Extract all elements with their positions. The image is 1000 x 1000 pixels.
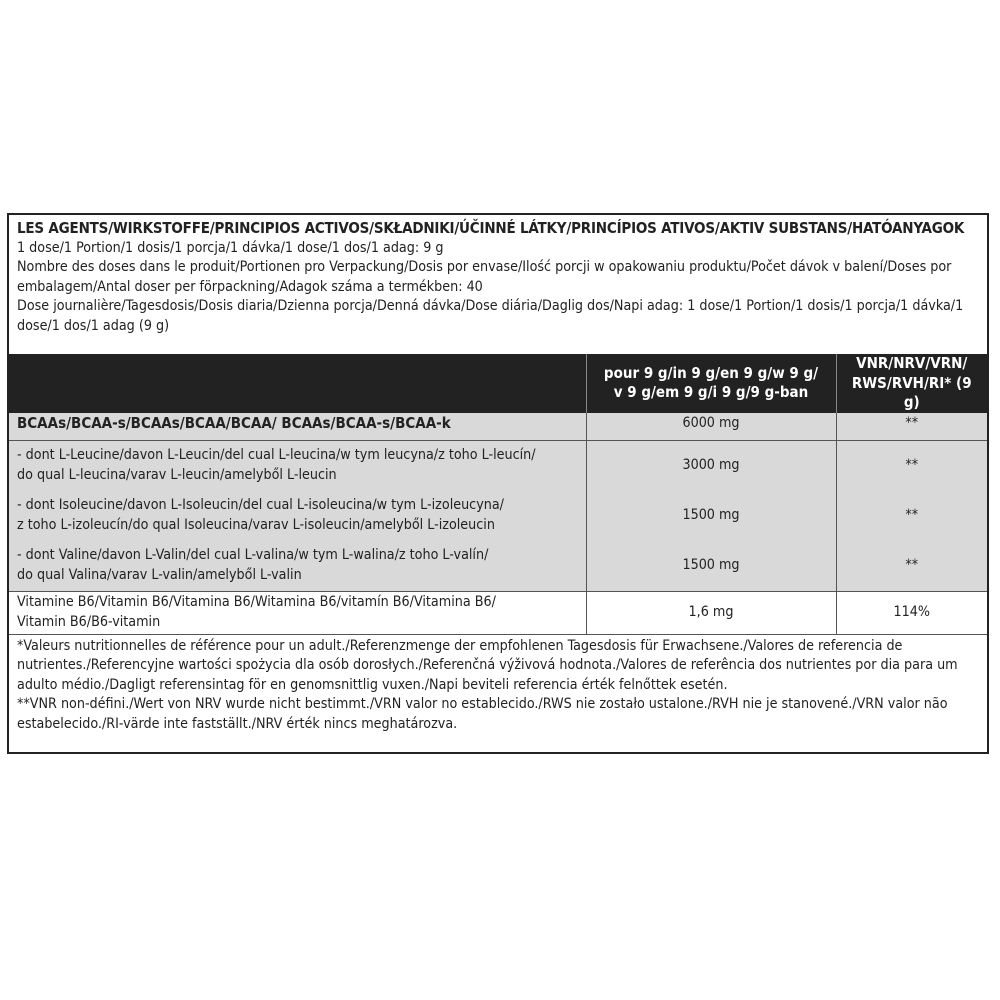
ingredient-amount: 6000 mg — [586, 413, 836, 441]
ingredient-nrv: 114% — [836, 591, 987, 634]
ingredient-name: - dont Isoleucine/davon L-Isoleucin/del cual L-isoleucina/w tym L-izoleucyna/ z toho L-izoleucín/do qual Isoleucina/varav L-isoleucin/amelyből L-izoleucin — [9, 491, 586, 541]
ingredient-nrv: ** — [836, 491, 987, 541]
header-nrv: VNR/NRV/VRN/ RWS/RVH/RI* (9 g) — [836, 354, 987, 413]
ingredient-amount: 3000 mg — [586, 440, 836, 491]
table-row — [9, 591, 987, 634]
dose-info: 1 dose/1 Portion/1 dosis/1 porcja/1 dávka/1 dose/1 dos/1 adag: 9 g — [17, 239, 444, 256]
ingredient-name: BCAAs/BCAA-s/BCAAs/BCAA/BCAA/ BCAAs/BCAA-s/BCAA-k — [9, 413, 586, 441]
table-row — [9, 413, 987, 441]
ingredients-title: LES AGENTS/WIRKSTOFFE/PRINCIPIOS ACTIVOS/SKŁADNIKI/ÚČINNÉ LÁTKY/PRINCÍPIOS ATIVOS/AKTIV SUBSTANS/HATÓANYAGOK — [17, 219, 965, 237]
ingredient-nrv: ** — [836, 440, 987, 491]
ingredient-amount: 1500 mg — [586, 541, 836, 592]
ingredient-name: - dont L-Leucine/davon L-Leucin/del cual L-leucina/w tym leucyna/z toho L-leucín/ do qual L-leucina/varav L-leucin/amelyből L-leucin — [9, 440, 586, 491]
table-header-row — [9, 354, 987, 413]
intro-block — [9, 215, 987, 354]
daily-dose: Dose journalière/Tagesdosis/Dosis diaria/Dzienna porcja/Denná dávka/Dose diária/Daglig dos/Napi adag: 1 dose/1 Portion/1 dosis/1 porcja/1 dávka/1 dose/1 dos/1 adag (9 g) — [17, 298, 964, 334]
table-row — [9, 440, 987, 491]
header-per-dose: pour 9 g/in 9 g/en 9 g/w 9 g/ v 9 g/em 9 g/i 9 g/9 g-ban — [586, 354, 836, 413]
table-row — [9, 491, 987, 541]
footnote-double-asterisk: **VNR non-défini./Wert von NRV wurde nicht bestimmt./VRN valor no establecido./RWS nie zostało ustalone./RVH nie je stanovené./VRN valor não estabelecido./RI-värde inte fastställt./NRV érték nincs meghatározva. — [17, 696, 948, 732]
header-ingredient — [9, 354, 586, 413]
ingredient-name: - dont Valine/davon L-Valin/del cual L-valina/w tym L-walina/z toho L-valín/ do qual Valina/varav L-valin/amelyből L-valin — [9, 541, 586, 592]
doses-per-pack: Nombre des doses dans le produit/Portionen pro Verpackung/Dosis por envase/Ilość porcji w opakowaniu produktu/Počet dávok v balení/Doses por embalagem/Antal doser per förpackning/Adagok száma a termékben: 40 — [17, 259, 952, 295]
ingredient-name: Vitamine B6/Vitamin B6/Vitamina B6/Witamina B6/vitamín B6/Vitamina B6/ Vitamin B6/B6-vitamin — [9, 591, 586, 634]
nutrition-table — [9, 354, 987, 634]
footnote-single-asterisk: *Valeurs nutritionnelles de référence pour un adult./Referenzmenge der empfohlenen Tagesdosis für Erwachsene./Valores de referencia de nutrientes./Referencyjne wartości spożycia dla osób dorosłych./Referenčná výživová hodnota./Valores de referência dos nutrientes por dia para um adulto médio./Dagligt referensintag för en genomsnittlig vuxen./Napi beviteli referencia érték felnőttek esetén. — [17, 637, 958, 693]
ingredient-nrv: ** — [836, 541, 987, 592]
ingredient-nrv: ** — [836, 413, 987, 441]
ingredient-amount: 1500 mg — [586, 491, 836, 541]
table-row — [9, 541, 987, 592]
footnotes — [9, 634, 987, 735]
nutrition-panel — [7, 213, 989, 754]
ingredient-amount: 1,6 mg — [586, 591, 836, 634]
